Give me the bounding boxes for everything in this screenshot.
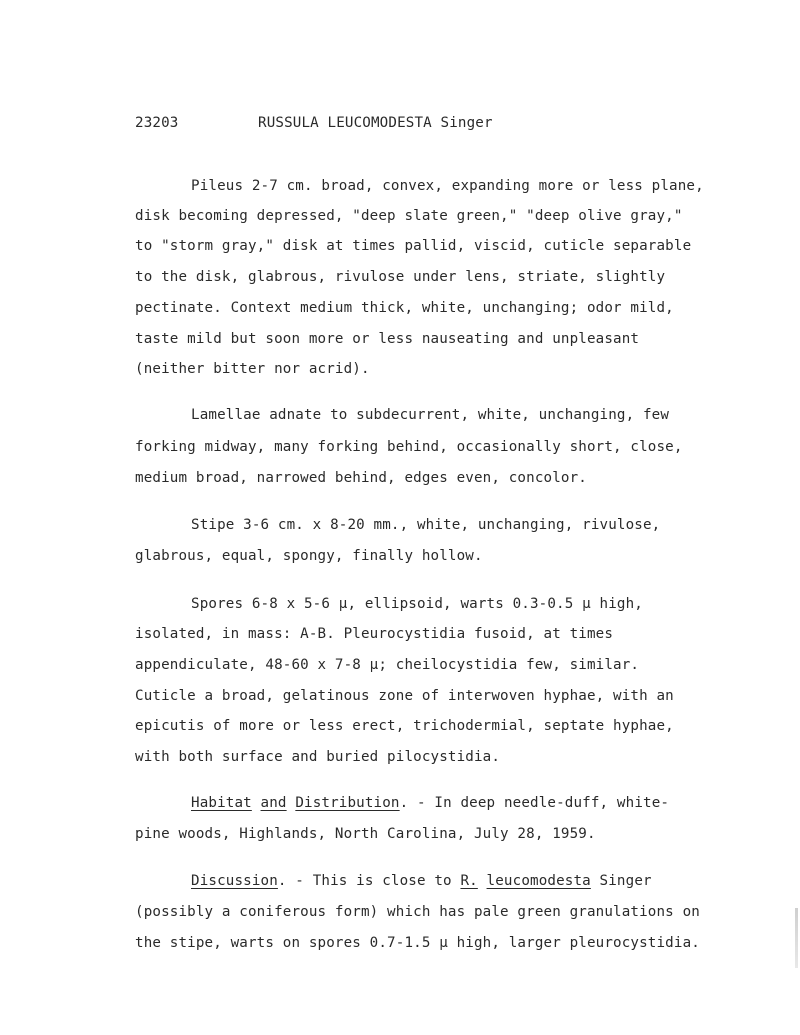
specimen-number: 23203 bbox=[135, 115, 179, 131]
lamellae-line-1: Lamellae adnate to subdecurrent, white, unchanging, few bbox=[191, 407, 670, 423]
spores-line-3: appendiculate, 48-60 x 7-8 µ; cheilocystidia few, similar. bbox=[135, 657, 640, 673]
pileus-line-7: (neither bitter nor acrid). bbox=[135, 361, 370, 377]
species-epithet: leucomodesta bbox=[486, 873, 591, 889]
lamellae-line-2: forking midway, many forking behind, occasionally short, close, bbox=[135, 439, 683, 455]
spores-line-4: Cuticle a broad, gelatinous zone of interwoven hyphae, with an bbox=[135, 688, 674, 704]
stipe-line-1: Stipe 3-6 cm. x 8-20 mm., white, unchanging, rivulose, bbox=[191, 517, 661, 533]
pileus-line-2: disk becoming depressed, "deep slate green," "deep olive gray," bbox=[135, 208, 683, 224]
habitat-text: . - In deep needle-duff, white- bbox=[399, 795, 670, 811]
pileus-line-6: taste mild but soon more or less nauseating and unpleasant bbox=[135, 331, 640, 347]
spores-line-2: isolated, in mass: A-B. Pleurocystidia fusoid, at times bbox=[135, 626, 614, 642]
genus-abbrev: R. bbox=[460, 873, 478, 889]
pileus-line-4: to the disk, glabrous, rivulose under lens, striate, slightly bbox=[135, 269, 666, 285]
habitat-label: Habitat bbox=[191, 795, 252, 811]
species-title: RUSSULA LEUCOMODESTA Singer bbox=[258, 115, 493, 131]
pileus-line-3: to "storm gray," disk at times pallid, viscid, cuticle separable bbox=[135, 238, 692, 254]
scan-edge-mark bbox=[795, 908, 798, 968]
discussion-dash: . - This is close to bbox=[277, 873, 461, 889]
discussion-author: Singer bbox=[590, 873, 652, 889]
lamellae-line-3: medium broad, narrowed behind, edges even, concolor. bbox=[135, 470, 587, 486]
discussion-line-3: the stipe, warts on spores 0.7-1.5 µ high, larger pleurocystidia. bbox=[135, 935, 700, 951]
habitat-line-2: pine woods, Highlands, North Carolina, July 28, 1959. bbox=[135, 826, 596, 842]
pileus-line-1: Pileus 2-7 cm. broad, convex, expanding more or less plane, bbox=[191, 178, 704, 194]
discussion-label: Discussion bbox=[191, 873, 278, 889]
pileus-line-5: pectinate. Context medium thick, white, unchanging; odor mild, bbox=[135, 300, 674, 316]
discussion-line-1 bbox=[191, 871, 652, 891]
habitat-line-1 bbox=[191, 793, 669, 813]
spores-line-5: epicutis of more or less erect, trichodermial, septate hyphae, bbox=[135, 718, 674, 734]
spores-line-1: Spores 6-8 x 5-6 µ, ellipsoid, warts 0.3-0.5 µ high, bbox=[191, 596, 643, 612]
distribution-label: Distribution bbox=[295, 795, 400, 811]
habitat-and-label: and bbox=[260, 795, 287, 811]
stipe-line-2: glabrous, equal, spongy, finally hollow. bbox=[135, 548, 483, 564]
discussion-line-2: (possibly a coniferous form) which has pale green granulations on bbox=[135, 904, 700, 920]
spores-line-6: with both surface and buried pilocystidia. bbox=[135, 749, 501, 765]
